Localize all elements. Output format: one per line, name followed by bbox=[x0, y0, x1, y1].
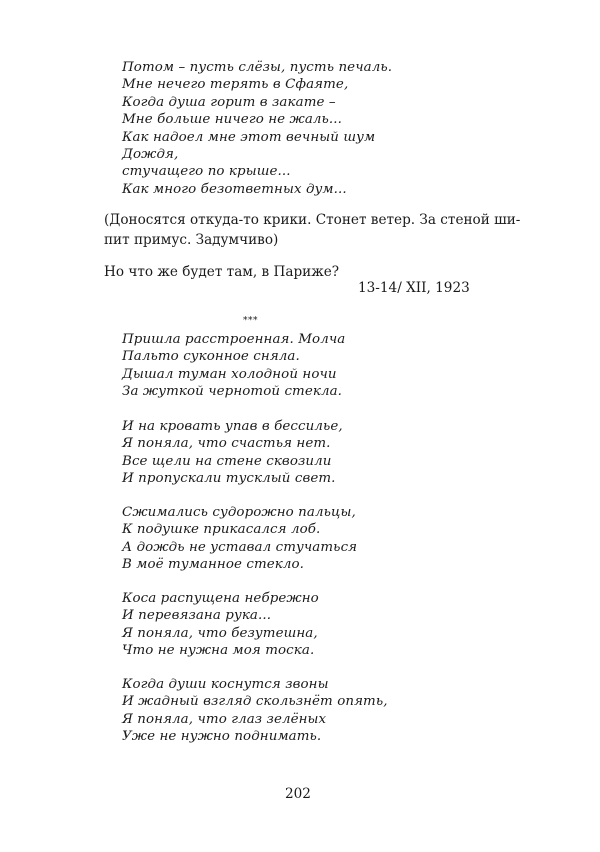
stanza bbox=[122, 331, 345, 401]
poem-fragment bbox=[122, 59, 392, 198]
verse-line: И перевязана рука... bbox=[122, 608, 272, 624]
verse-line: Дождя, bbox=[122, 147, 179, 163]
verse-line: Я поняла, что глаз зелёных bbox=[122, 711, 327, 727]
verse-line: Все щели на стене сквозили bbox=[122, 453, 332, 469]
verse-line: И жадный взгляд скользнёт опять, bbox=[122, 694, 388, 710]
verse-line: Пришла расстроенная. Молча bbox=[122, 332, 346, 347]
verse-line: И пропускали тусклый свет. bbox=[122, 471, 336, 487]
stage-direction-line-2: пит примус. Задумчиво) bbox=[104, 232, 279, 248]
section-separator: *** bbox=[243, 316, 258, 326]
verse-line: Я поняла, что безутешна, bbox=[122, 625, 318, 641]
stage-direction-line-1: (Доносятся откуда-то крики. Стонет ветер. За стеной ши- bbox=[104, 212, 521, 228]
page-number: 202 bbox=[285, 786, 311, 802]
verse-line: Дышал туман холодной ночи bbox=[122, 366, 337, 382]
verse-line: Мне нечего терять в Сфаяте, bbox=[122, 77, 349, 93]
verse-line: Сжимались судорожно пальцы, bbox=[122, 505, 356, 520]
poem-date: 13-14/ XII, 1923 bbox=[358, 280, 470, 296]
verse-line: Как надоел мне этот вечный шум bbox=[122, 129, 376, 145]
verse-line: Когда души коснутся звоны bbox=[122, 677, 329, 692]
stanza bbox=[122, 504, 357, 574]
verse-line: Коса распущена небрежно bbox=[122, 591, 319, 606]
verse-line: В моё туманное стекло. bbox=[122, 557, 305, 573]
verse-line: Пальто суконное сняла. bbox=[122, 349, 300, 365]
stanza bbox=[122, 590, 319, 660]
verse-line: Что не нужна моя тоска. bbox=[122, 643, 315, 659]
verse-line: Когда душа горит в закате – bbox=[122, 94, 336, 110]
verse-line: стучащего по крыше... bbox=[122, 164, 291, 180]
verse-line: Уже не нужно поднимать. bbox=[122, 729, 322, 745]
verse-line: Мне больше ничего не жаль... bbox=[122, 112, 343, 128]
stanza bbox=[122, 418, 343, 488]
verse-line: Потом – пусть слёзы, пусть печаль. bbox=[122, 60, 393, 75]
verse-line: Я поняла, что счастья нет. bbox=[122, 436, 331, 452]
verse-line: Как много безответных дум... bbox=[122, 181, 347, 197]
verse-line: И на кровать упав в бессилье, bbox=[122, 419, 343, 434]
verse-line: К подушке прикасался лоб. bbox=[122, 522, 321, 538]
verse-line: За жуткой чернотой стекла. bbox=[122, 384, 343, 400]
stanza bbox=[122, 676, 388, 746]
closing-question: Но что же будет там, в Париже? bbox=[104, 264, 340, 280]
verse-line: А дождь не уставал стучаться bbox=[122, 539, 358, 555]
